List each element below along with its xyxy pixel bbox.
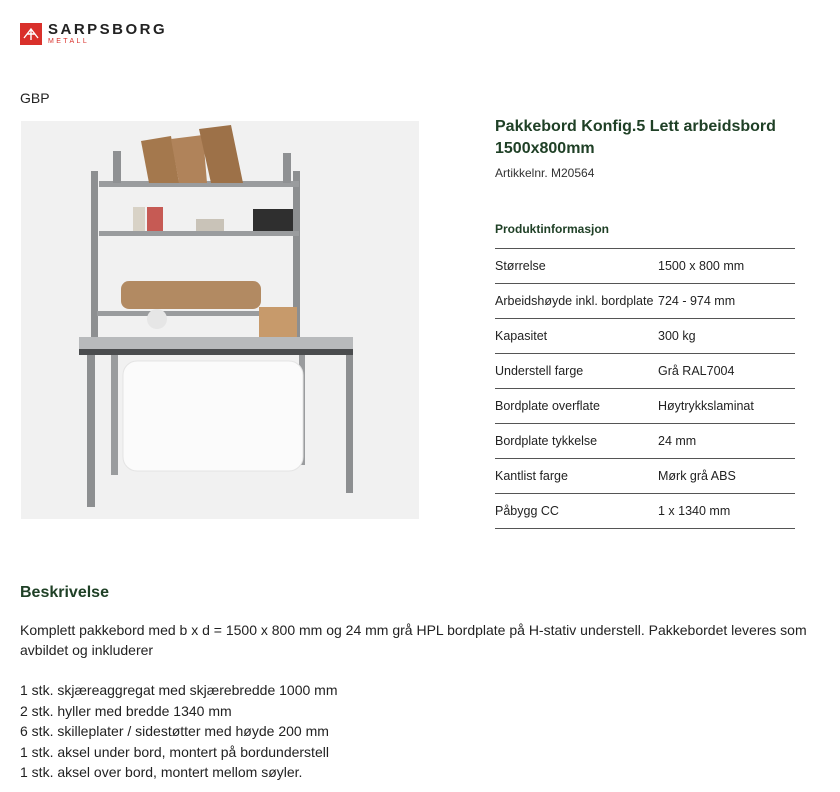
list-item: 1 stk. skjæreaggregat med skjærebredde 1000 mm (20, 682, 338, 698)
spec-key: Arbeidshøyde inkl. bordplate (495, 284, 658, 319)
spec-row (495, 389, 795, 424)
spec-value: Grå RAL7004 (658, 354, 795, 389)
spec-key: Størrelse (495, 249, 658, 284)
spec-row (495, 249, 795, 284)
logo-sub: METALL (48, 38, 90, 45)
brand-logo[interactable] (20, 22, 167, 45)
spec-value: 300 kg (658, 319, 795, 354)
product-image (21, 121, 419, 519)
spec-key: Påbygg CC (495, 494, 658, 529)
product-title: Pakkebord Konfig.5 Lett arbeidsbord 1500x800mm (495, 118, 776, 157)
spec-value: 724 - 974 mm (658, 284, 795, 319)
spec-key: Kapasitet (495, 319, 658, 354)
spec-value: 24 mm (658, 424, 795, 459)
spec-row (495, 494, 795, 529)
description-intro: Komplett pakkebord med b x d = 1500 x 800 mm og 24 mm grå HPL bordplate på H-stativ understell. Pakkebordet leveres som avbildet og inkluderer (20, 622, 807, 658)
spec-row (495, 424, 795, 459)
list-item: 2 stk. hyller med bredde 1340 mm (20, 702, 232, 719)
list-item: 1 stk. aksel over bord, montert mellom søyler. (20, 764, 303, 780)
currency-label: GBP (20, 90, 50, 106)
list-item: 6 stk. skilleplater / sidestøtter med høyde 200 mm (20, 723, 329, 739)
logo-name: SARPSBORG (48, 21, 168, 38)
spec-key: Kantlist farge (495, 459, 658, 494)
spec-key: Bordplate overflate (495, 389, 658, 424)
spec-value: Høytrykkslaminat (658, 389, 795, 424)
spec-table (495, 248, 795, 529)
list-item: 1 stk. aksel under bord, montert på bordunderstell (20, 743, 329, 760)
spec-row (495, 319, 795, 354)
spec-key: Bordplate tykkelse (495, 424, 658, 459)
article-number: Artikkelnr. M20564 (495, 166, 595, 180)
info-heading: Produktinformasjon (495, 222, 610, 236)
spec-key: Understell farge (495, 354, 658, 389)
spec-value: 1500 x 800 mm (658, 249, 795, 284)
logo-mark-icon (20, 23, 42, 45)
spec-row (495, 354, 795, 389)
spec-row (495, 459, 795, 494)
spec-value: Mørk grå ABS (658, 459, 795, 494)
description-heading: Beskrivelse (20, 584, 109, 601)
description-list (20, 680, 337, 783)
spec-row (495, 284, 795, 319)
spec-value: 1 x 1340 mm (658, 494, 795, 529)
